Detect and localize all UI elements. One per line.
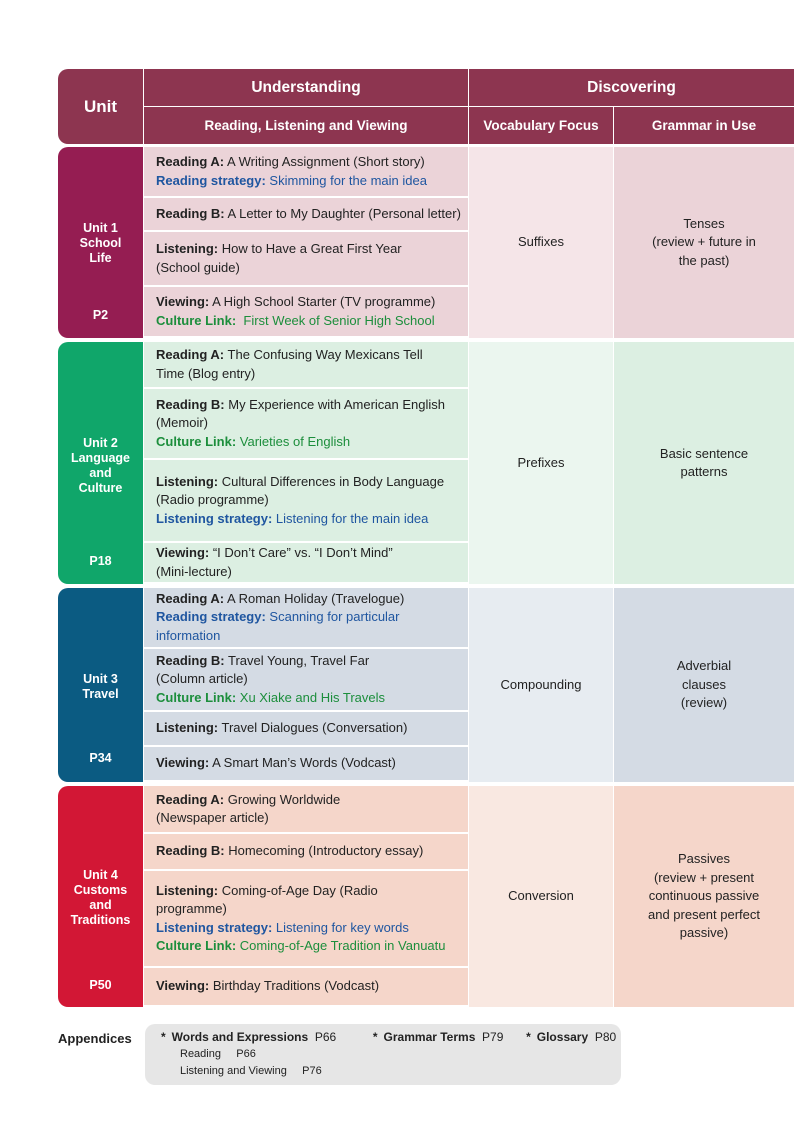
unit-3-lesson-row[interactable]	[144, 649, 468, 710]
lesson-text: programme)	[156, 901, 227, 916]
lesson-label: Reading A:	[156, 154, 225, 169]
lesson-label: Listening strategy:	[156, 510, 273, 526]
lesson-label: Viewing:	[156, 755, 210, 771]
unit-1-page[interactable]: P2	[92, 308, 109, 322]
unit-3-lesson-row[interactable]	[144, 588, 468, 647]
lesson-line	[156, 293, 462, 312]
vocabulary-text: Conversion	[508, 888, 574, 904]
appendix-item-grammar-terms[interactable]: * Grammar Terms P79	[372, 1030, 504, 1044]
unit-1-title[interactable]: Unit 1 School Life	[79, 220, 122, 265]
unit-2-page[interactable]: P18	[89, 554, 112, 568]
lesson-line	[156, 809, 462, 828]
lesson-text: A Writing Assignment (Short story)	[224, 154, 425, 169]
lesson-text: Varieties of English	[236, 433, 351, 449]
unit-3-lesson-row[interactable]	[144, 747, 468, 780]
lesson-text: Skimming for the main idea	[265, 172, 427, 188]
lesson-label: Reading A:	[156, 791, 225, 807]
lesson-label: Viewing:	[156, 978, 210, 994]
lesson-line	[156, 919, 462, 938]
lesson-text: A High School Starter (TV programme)	[209, 294, 436, 309]
lesson-text: Growing Worldwide	[224, 791, 341, 807]
unit-3-cell	[58, 588, 143, 782]
lesson-text: (School guide)	[156, 259, 240, 275]
lesson-text: Time (Blog entry)	[156, 365, 256, 381]
unit-2-lesson-row[interactable]	[144, 460, 468, 541]
lesson-label: Listening:	[156, 473, 219, 489]
lesson-text: Listening for the main idea	[272, 510, 429, 526]
appendices-box	[145, 1024, 621, 1085]
lesson-line	[156, 312, 462, 331]
header-discovering: Discovering	[469, 69, 794, 106]
lesson-label: Reading B:	[156, 843, 225, 859]
lesson-line	[156, 240, 462, 259]
lesson-text: Coming-of-Age Day (Radio	[218, 882, 378, 898]
lesson-text: How to Have a Great First Year	[218, 241, 402, 256]
lesson-text: A Roman Holiday (Travelogue)	[224, 590, 405, 606]
unit-1-vocabulary	[469, 147, 613, 338]
lesson-line	[156, 791, 462, 810]
unit-1-lesson-row[interactable]	[144, 198, 468, 230]
lesson-line	[156, 396, 462, 415]
unit-4-vocabulary	[469, 786, 613, 1007]
lesson-label: Reading B:	[156, 396, 225, 412]
lesson-line	[156, 719, 462, 738]
grammar-text: Basic sentence patterns	[659, 445, 749, 479]
lesson-label: Culture Link:	[156, 312, 237, 328]
lesson-line	[156, 842, 462, 861]
unit-2-title[interactable]: Unit 2 Language and Culture	[70, 436, 131, 495]
lesson-label: Reading strategy:	[156, 172, 266, 188]
lesson-line	[156, 205, 462, 224]
lesson-line	[156, 544, 462, 563]
lesson-text: Homecoming (Introductory essay)	[224, 843, 424, 859]
lesson-line	[156, 346, 462, 365]
grammar-text: Tenses (review + future in the past)	[652, 215, 756, 268]
unit-1-grammar	[614, 147, 794, 338]
unit-1-cell	[58, 147, 143, 338]
unit-1-lesson-row[interactable]	[144, 232, 468, 285]
lesson-line	[156, 473, 462, 492]
header-understanding: Understanding	[144, 69, 468, 106]
unit-2-vocabulary	[469, 342, 613, 584]
lesson-line	[156, 259, 462, 278]
unit-4-page[interactable]: P50	[89, 978, 112, 992]
lesson-line	[156, 153, 462, 172]
unit-3-page[interactable]: P34	[89, 751, 112, 765]
lesson-text: Travel Young, Travel Far	[224, 652, 370, 668]
lesson-line	[156, 563, 462, 582]
header-grammar: Grammar in Use	[614, 107, 794, 144]
lesson-label: Listening:	[156, 720, 219, 736]
grammar-text: Adverbial clauses (review)	[676, 658, 732, 711]
lesson-text: Scanning for particular	[265, 609, 400, 625]
lesson-line	[156, 977, 462, 996]
lesson-text: My Experience with American English	[224, 396, 445, 412]
unit-2-lesson-row[interactable]	[144, 342, 468, 387]
lesson-label: Reading strategy:	[156, 609, 266, 625]
lesson-text: Birthday Traditions (Vodcast)	[209, 978, 380, 994]
lesson-text: information	[156, 627, 221, 643]
lesson-line	[156, 937, 462, 956]
lesson-text: “I Don’t Care” vs. “I Don’t Mind”	[209, 545, 393, 560]
appendices-label: Appendices	[58, 1031, 132, 1046]
lesson-label: Culture Link:	[156, 689, 237, 705]
header-vocabulary: Vocabulary Focus	[469, 107, 613, 144]
unit-4-lesson-row[interactable]	[144, 786, 468, 832]
header-rlv: Reading, Listening and Viewing	[144, 107, 468, 144]
unit-2-lesson-row[interactable]	[144, 389, 468, 458]
lesson-text: (Radio programme)	[156, 492, 269, 508]
appendix-sub-reading[interactable]: Reading P66	[180, 1048, 256, 1060]
lesson-label: Reading B:	[156, 205, 225, 221]
appendix-sub-listening-viewing[interactable]: Listening and Viewing P76	[180, 1065, 322, 1077]
lesson-line	[156, 491, 462, 510]
lesson-line	[156, 627, 462, 646]
unit-1-lesson-row[interactable]	[144, 287, 468, 336]
lesson-label: Reading A:	[156, 590, 225, 606]
unit-4-cell	[58, 786, 143, 1007]
lesson-line	[156, 900, 462, 919]
lesson-label: Culture Link:	[156, 938, 237, 953]
lesson-label: Culture Link:	[156, 433, 237, 449]
unit-4-title[interactable]: Unit 4 Customs and Traditions	[70, 868, 131, 927]
lesson-label: Reading B:	[156, 652, 225, 668]
lesson-line	[156, 414, 462, 433]
lesson-text: (Memoir)	[156, 415, 208, 431]
appendix-item-glossary[interactable]: * Glossary P80	[526, 1030, 617, 1044]
grammar-text: Passives (review + present continuous passive and present perfect passive)	[647, 851, 761, 941]
unit-3-title[interactable]: Unit 3 Travel	[82, 672, 119, 701]
unit-3-vocabulary	[469, 588, 613, 782]
unit-2-cell	[58, 342, 143, 584]
lesson-line	[156, 590, 462, 609]
lesson-text: A Smart Man’s Words (Vodcast)	[209, 755, 396, 771]
unit-1-lesson-row[interactable]	[144, 147, 468, 196]
lesson-label: Listening:	[156, 241, 219, 256]
lesson-text: Coming-of-Age Tradition in Vanuatu	[236, 938, 446, 953]
lesson-text: First Week of Senior High School	[236, 312, 435, 328]
lesson-line	[156, 172, 462, 191]
unit-2-lesson-row[interactable]	[144, 543, 468, 582]
header-unit-label: Unit	[83, 96, 118, 116]
lesson-label: Reading A:	[156, 347, 225, 362]
unit-4-lesson-row[interactable]	[144, 968, 468, 1005]
lesson-text: (Newspaper article)	[156, 810, 269, 825]
unit-4-lesson-row[interactable]	[144, 871, 468, 966]
lesson-line	[156, 754, 462, 773]
unit-4-lesson-row[interactable]	[144, 834, 468, 869]
unit-3-grammar	[614, 588, 794, 782]
lesson-line	[156, 433, 462, 452]
lesson-label: Viewing:	[156, 545, 210, 560]
unit-4-grammar	[614, 786, 794, 1007]
lesson-line	[156, 652, 462, 671]
lesson-line	[156, 365, 462, 384]
lesson-text: (Mini-lecture)	[156, 563, 232, 579]
lesson-text: The Confusing Way Mexicans Tell	[224, 347, 423, 362]
appendices-items	[161, 1030, 616, 1044]
vocabulary-text: Compounding	[500, 676, 582, 692]
lesson-line	[156, 510, 462, 529]
lesson-text: (Column article)	[156, 671, 248, 687]
lesson-line	[156, 882, 462, 901]
vocabulary-text: Prefixes	[517, 454, 565, 470]
lesson-text: Listening for key words	[272, 919, 409, 935]
lesson-label: Listening:	[156, 882, 219, 898]
appendix-item-words[interactable]: * Words and Expressions P66	[161, 1030, 337, 1044]
vocabulary-text: Suffixes	[517, 234, 564, 250]
lesson-label: Viewing:	[156, 294, 210, 309]
lesson-text: A Letter to My Daughter (Personal letter)	[224, 205, 461, 221]
lesson-text: Cultural Differences in Body Language	[218, 473, 445, 489]
unit-2-grammar	[614, 342, 794, 584]
lesson-line	[156, 689, 462, 708]
lesson-label: Listening strategy:	[156, 919, 273, 935]
lesson-line	[156, 670, 462, 689]
lesson-text: Travel Dialogues (Conversation)	[218, 720, 408, 736]
header-unit	[58, 69, 143, 144]
unit-3-lesson-row[interactable]	[144, 712, 468, 745]
lesson-line	[156, 608, 462, 627]
lesson-text: Xu Xiake and His Travels	[236, 689, 386, 705]
